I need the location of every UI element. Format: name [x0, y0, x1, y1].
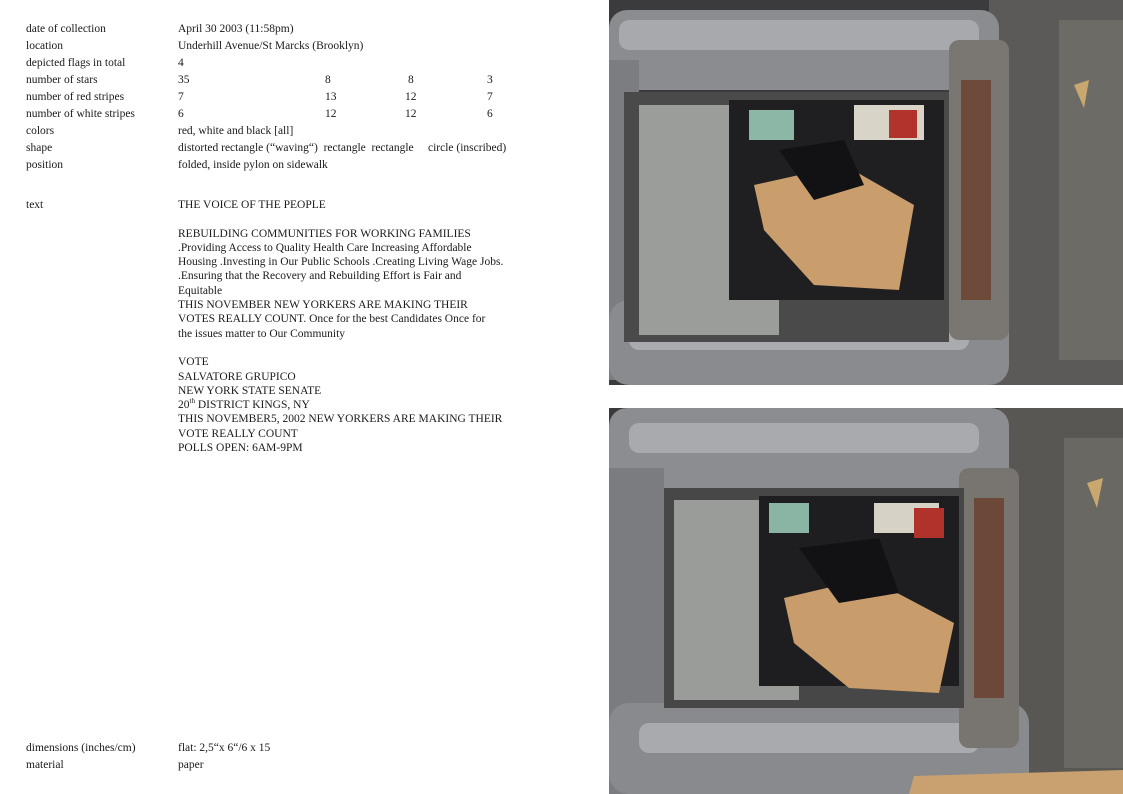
red-stripes-flag-4: 7: [487, 91, 493, 103]
text-para3-line: POLLS OPEN: 6AM-9PM: [178, 442, 303, 455]
label-text: text: [26, 199, 44, 211]
photo-pylon-bottom: [609, 408, 1123, 794]
value-dimensions: flat: 2,5“x 6“/6 x 15: [178, 742, 271, 754]
text-heading: THE VOICE OF THE PEOPLE: [178, 199, 326, 211]
text-para1-line: THIS NOVEMBER NEW YORKERS ARE MAKING THEIR: [178, 299, 468, 312]
label-date-of-collection: date of collection: [26, 23, 106, 35]
label-material: material: [26, 759, 64, 771]
text-para2-line: VOTE: [178, 356, 209, 369]
label-position: position: [26, 159, 64, 171]
text-para1-line: REBUILDING COMMUNITIES FOR WORKING FAMILIES: [178, 227, 471, 240]
text-para1-line: Housing .Investing in Our Public Schools .Creating Living Wage Jobs.: [178, 256, 504, 269]
value-position: folded, inside pylon on sidewalk: [178, 159, 328, 171]
label-number-of-stars: number of stars: [26, 74, 98, 86]
text-para3-line: THIS NOVEMBER5, 2002 NEW YORKERS ARE MAKING THEIR: [178, 413, 503, 426]
text-para1-line: .Providing Access to Quality Health Care Increasing Affordable: [178, 241, 472, 254]
red-stripes-flag-3: 12: [405, 91, 417, 103]
text-para3-line: VOTE REALLY COUNT: [178, 427, 298, 440]
white-stripes-flag-2: 12: [325, 108, 337, 120]
value-colors: red, white and black [all]: [178, 125, 294, 137]
district-ordinal: th: [189, 397, 195, 406]
photo-pylon-bottom-image: [609, 408, 1123, 794]
white-stripes-flag-1: 6: [178, 108, 184, 120]
label-dimensions: dimensions (inches/cm): [26, 742, 136, 754]
white-stripes-flag-4: 6: [487, 108, 493, 120]
text-para2-line: SALVATORE GRUPICO: [178, 370, 296, 383]
text-para1-line: VOTES REALLY COUNT. Once for the best Candidates Once for: [178, 313, 486, 326]
text-district-line: [178, 398, 528, 412]
stars-flag-4: 3: [487, 74, 493, 86]
label-location: location: [26, 40, 64, 52]
label-shape: shape: [26, 142, 53, 154]
photo-pylon-top-image: [609, 0, 1123, 385]
stars-flag-1: 35: [178, 74, 190, 86]
text-para2-line: NEW YORK STATE SENATE: [178, 384, 322, 397]
stars-flag-3: 8: [408, 74, 414, 86]
text-para1-line: .Ensuring that the Recovery and Rebuilding Effort is Fair and: [178, 270, 462, 283]
label-colors: colors: [26, 125, 55, 137]
white-stripes-flag-3: 12: [405, 108, 417, 120]
stars-flag-2: 8: [325, 74, 331, 86]
text-para1-line: Equitable: [178, 284, 223, 297]
value-material: paper: [178, 759, 204, 771]
red-stripes-flag-2: 13: [325, 91, 337, 103]
label-depicted-flags: depicted flags in total: [26, 57, 126, 69]
photo-pylon-top: [609, 0, 1123, 385]
flag-text-block: [178, 198, 528, 455]
value-location: Underhill Avenue/St Marcks (Brooklyn): [178, 40, 364, 52]
value-date-of-collection: April 30 2003 (11:58pm): [178, 23, 294, 35]
district-number: 20: [178, 399, 190, 412]
district-name: DISTRICT KINGS, NY: [194, 399, 310, 412]
label-white-stripes: number of white stripes: [26, 108, 135, 120]
red-stripes-flag-1: 7: [178, 91, 184, 103]
value-shape: distorted rectangle (“waving“) rectangle rectangle circle (inscribed): [178, 142, 507, 154]
label-red-stripes: number of red stripes: [26, 91, 125, 103]
text-para1-line: the issues matter to Our Community: [178, 327, 346, 340]
value-depicted-flags: 4: [178, 57, 184, 69]
